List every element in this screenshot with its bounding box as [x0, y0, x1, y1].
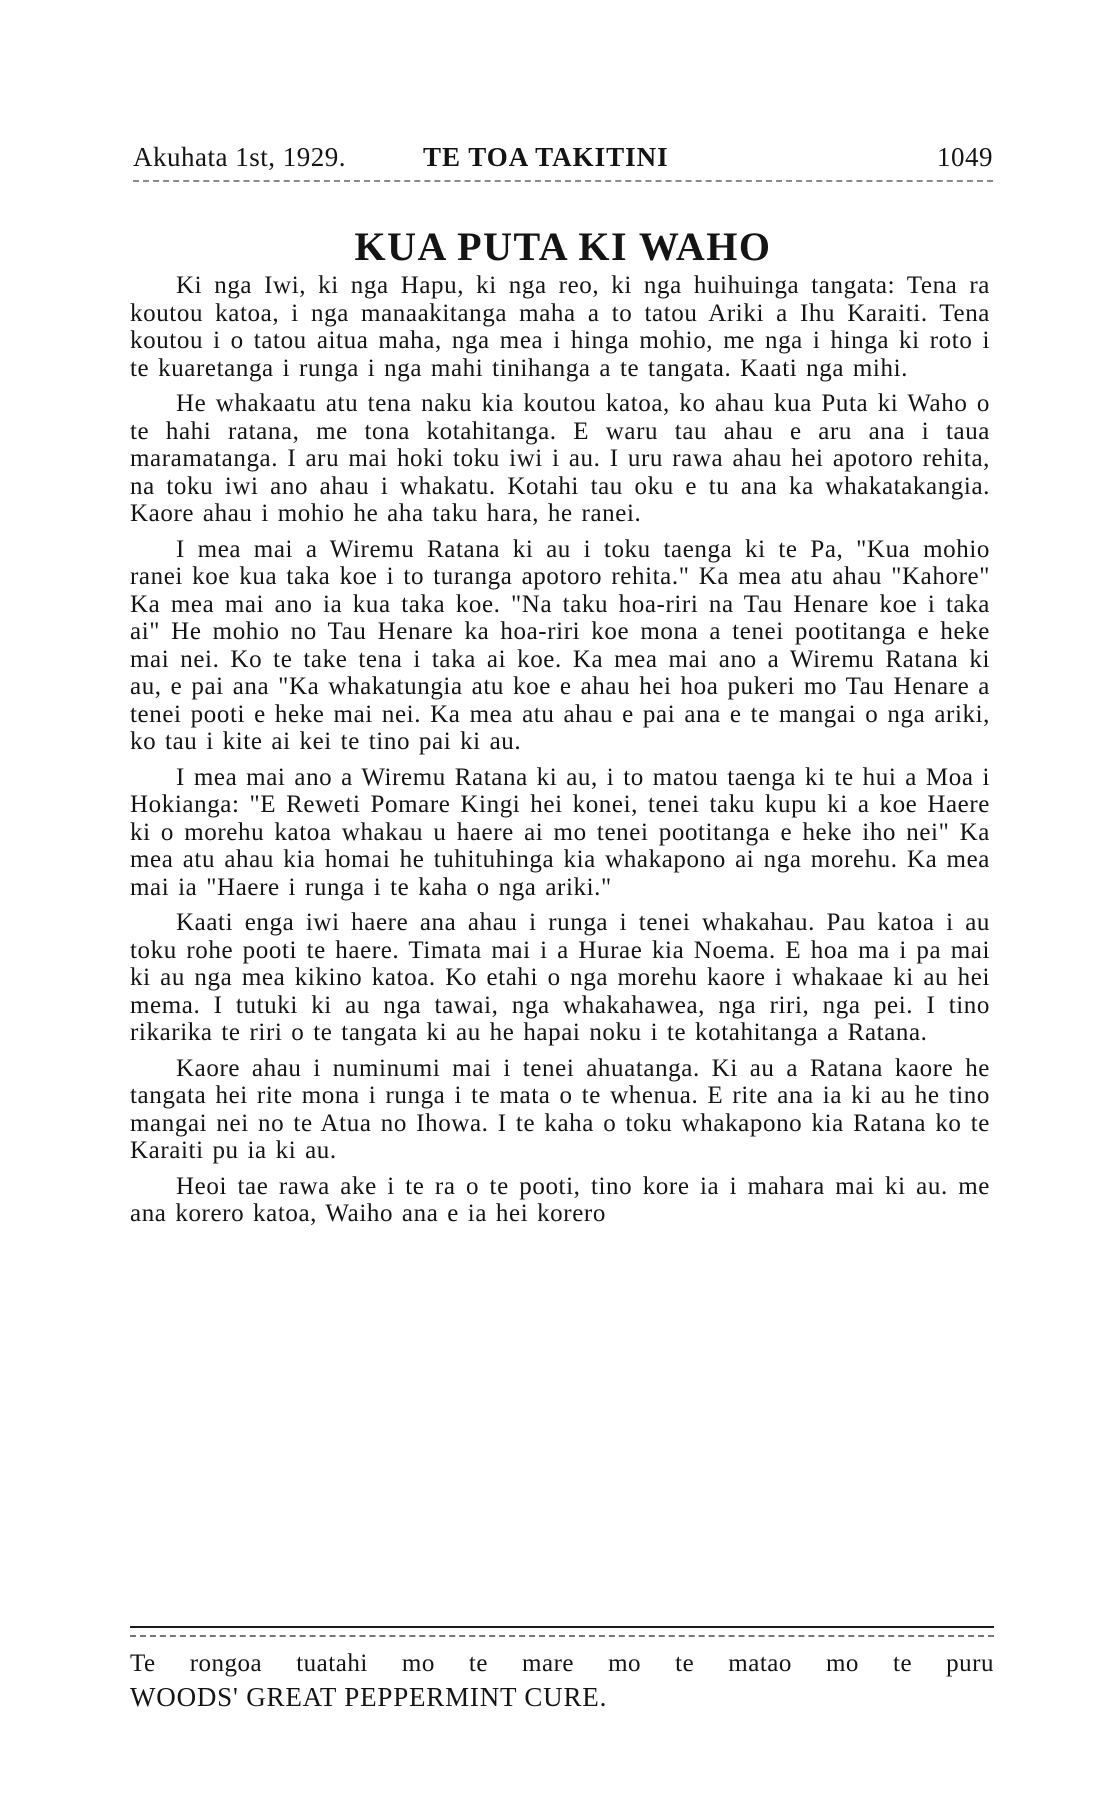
article-body [130, 272, 990, 1236]
advertisement-tagline: Te rongoa tuatahi mo te mare mo te matao mo te puru [130, 1650, 994, 1677]
article-paragraph: Kaore ahau i numinumi mai i tenei ahuatanga. Ki au a Ratana kaore he tangata hei rite mona i runga i te mata o te whenua. E rite ana ia ki au he tino mangai nei no te Atua no Ihowa. I te kaha o toku whakapono kia Ratana ko te Karaiti pu ia ki au. [130, 1054, 990, 1164]
article-title: KUA PUTA KI WAHO [354, 224, 772, 269]
issue-date: Akuhata 1st, 1929. [133, 142, 346, 172]
newspaper-name: TE TOA TAKITINI [423, 142, 669, 172]
advertisement-divider [130, 1626, 994, 1637]
advertisement-product-name: WOODS' GREAT PEPPERMINT CURE. [130, 1682, 608, 1712]
header-divider [133, 180, 993, 182]
article-paragraph: I mea mai ano a Wiremu Ratana ki au, i to matou taenga ki te hui a Moa i Hokianga: "E Reweti Pomare Kingi hei konei, tenei taku kupu ki a koe Haere ki o morehu katoa whakau u haere ai mo tenei pootitanga e heke iho nei" Ka mea atu ahau kia homai he tuhituhinga kia whakapono ai nga morehu. Ka mea mai ia "Haere i runga i te kaha o nga ariki." [130, 763, 990, 901]
article-paragraph: Kaati enga iwi haere ana ahau i runga i tenei whakahau. Pau katoa i au toku rohe pooti te haere. Timata mai i a Hurae kia Noema. E hoa ma i pa mai ki au nga mea kikino katoa. Ko etahi o nga morehu kaore i whakaae ki au hei mema. I tutuki ki au nga tawai, nga whakahawea, nga riri, nga pei. I tino rikarika te riri o te tangata ki au he hapai noku i te kotahitanga a Ratana. [130, 909, 990, 1046]
article-paragraph: Ki nga Iwi, ki nga Hapu, ki nga reo, ki nga huihuinga tangata: Tena ra koutou katoa, i nga manaakitanga maha a to tatou Ariki a Ihu Karaiti. Tena koutou i o tatou aitua maha, nga mea i hinga mohio, me nga i hinga ki roto i te kuaretanga i runga i nga mahi tinihanga a te tangata. Kaati nga mihi. [130, 272, 990, 382]
article-paragraph: I mea mai a Wiremu Ratana ki au i toku taenga ki te Pa, "Kua mohio ranei koe kua taka koe i to turanga apotoro rehita." Ka mea atu ahau "Kahore" Ka mea mai ano ia kua taka koe. "Na taku hoa-riri na Tau Henare koe i taka ai" He mohio no Tau Henare ka hoa-riri koe mona a tenei pootitanga e heke mai nei. Ko te take tena i taka ai koe. Ka mea mai ano a Wiremu Ratana ki au, e pai ana "Ka whakatungia atu koe e ahau hei hoa pukeri mo Tau Henare a tenei pooti e heke mai nei. Ka mea atu ahau e pai ana e te mangai o nga ariki, ko tau i kite ai kei te tino pai ki au. [130, 535, 990, 755]
running-head [133, 142, 993, 176]
article-paragraph: Heoi tae rawa ake i te ra o te pooti, tino kore ia i mahara mai ki au. me ana korero katoa, Waiho ana e ia hei korero [130, 1172, 990, 1227]
page-number: 1049 [937, 142, 993, 172]
article-paragraph: He whakaatu atu tena naku kia koutou katoa, ko ahau kua Puta ki Waho o te hahi ratana, me tona kotahitanga. E waru tau ahau e aru ana i taua maramatanga. I aru mai hoki toku iwi i au. I uru rawa ahau hei apotoro rehita, na toku iwi ano ahau i whakatu. Kotahi tau oku e tu ana ka whakatakangia. Kaore ahau i mohio he aha taku hara, he ranei. [130, 390, 990, 527]
